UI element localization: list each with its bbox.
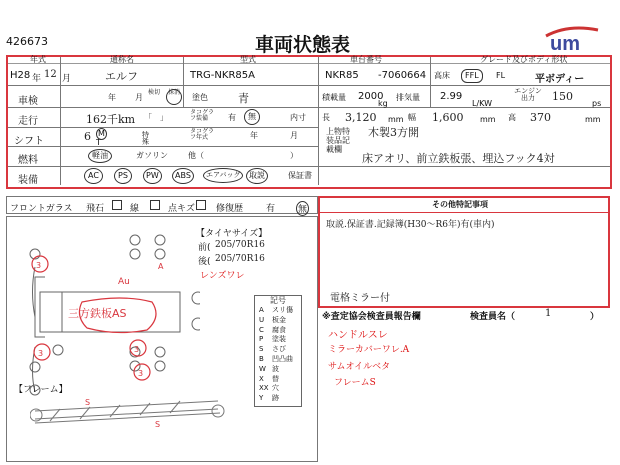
length-value: 3,120 [345,111,377,124]
chassis-a: NKR85 [325,70,359,81]
model-value: TRG-NKR85A [190,70,255,81]
special-label: 上物特装品記載欄 [326,127,350,154]
svg-text:S: S [155,420,161,429]
year-value: H28 [10,70,31,81]
chassis-b: -7060664 [378,70,427,81]
engine-output: 150 [552,90,573,103]
legend-code: W [259,364,266,373]
equip-manual: 取説 [246,168,268,184]
note-1: ハンドルスレ [328,330,388,341]
svg-text:um: um [550,33,580,52]
other-note-2: 電格ミラー付 [330,293,390,304]
other-note-1: 取説.保証書.記録簿(H30〜R6年)有(車内) [326,220,495,230]
header-chassis: 車台番号 [350,55,382,64]
displacement: 2.99 [440,91,463,102]
legend-meaning: 穴 [272,384,279,393]
svg-text:Au: Au [118,277,130,287]
legend-meaning: 塗装 [272,335,286,344]
svg-text:3: 3 [134,345,140,354]
tire-front: 205/70R16 [215,240,265,250]
note-2: ミラーカバーワレ.A [328,345,410,355]
fuel-diesel: 軽油 [88,149,112,163]
legend-code: A [259,306,264,314]
label-fuel: 燃料 [18,155,38,166]
equip-abs: ABS [172,168,194,184]
svg-text:3: 3 [38,349,44,358]
legend-code: S [259,345,264,354]
label-equipment: 装備 [18,175,38,186]
tire-title: 【タイヤサイズ】 [196,229,268,239]
svg-text:三方鉄板AS: 三方鉄板AS [68,307,127,320]
special-line-2: 床アオリ、前立鉄板張、埋込フック4対 [362,152,555,165]
svg-text:3: 3 [36,261,42,270]
lens-crack-note: レンズワレ [200,271,245,281]
document-id: 426673 [6,35,48,48]
legend-code: X [259,374,264,383]
equip-pw: PW [143,168,162,184]
color-value: 青 [238,92,249,105]
equip-airbag: エアバッグ [203,168,243,183]
height-value: 370 [530,111,551,124]
note-4: フレームS [334,378,376,388]
equip-ac: AC [84,168,103,184]
vehicle-name: エルフ [105,70,138,83]
legend-meaning: 腐食 [272,325,286,334]
header-grade: グレード及びボディ形状 [480,55,568,64]
legend-meaning: 跡 [272,394,279,403]
weight-value: 2000 [358,91,384,102]
legend-code: B [259,355,264,363]
legend-meaning: 波 [272,364,279,373]
label-shaken: 車検 [18,96,38,107]
header-model: 型式 [240,55,256,64]
svg-text:A: A [158,262,164,271]
special-line-1: 木製3方開 [368,126,419,139]
legend-code: XX [259,384,269,393]
note-3: サムオイルベタ [328,362,391,372]
month-value: 12 [44,69,57,80]
frame-label: 【フレーム】 [14,385,68,395]
legend-meaning: スリ傷 [272,306,293,314]
page-title: 車両状態表 [255,34,351,56]
legend-code: U [259,315,265,324]
header-year: 年式 [30,55,46,64]
equip-ps: PS [114,168,132,184]
legend-meaning: さび [272,345,286,354]
legend-meaning: 替 [272,374,279,383]
legend-meaning: 凹凸曲 [272,355,293,363]
svg-text:3: 3 [138,369,144,378]
inspector-label: ※査定協会検査員報告欄 [322,312,421,322]
tire-rear: 205/70R16 [215,254,265,264]
body-type: 平ボディー [535,74,585,85]
svg-text:S: S [85,398,91,407]
company-logo [538,22,608,52]
mileage-value: 162千km [86,113,136,126]
ffl-circle: FFL [461,69,483,83]
label-shift: シフト [14,136,44,147]
frame-diagram [30,393,230,433]
width-value: 1,600 [432,111,464,124]
shift-value: 6 [84,130,91,143]
header-name: 通称名 [110,55,134,64]
legend-code: Y [259,394,264,403]
legend-code: P [259,335,264,344]
legend-meaning: 板金 [272,315,286,324]
legend-code: C [259,325,264,334]
label-mileage: 走行 [18,116,38,127]
